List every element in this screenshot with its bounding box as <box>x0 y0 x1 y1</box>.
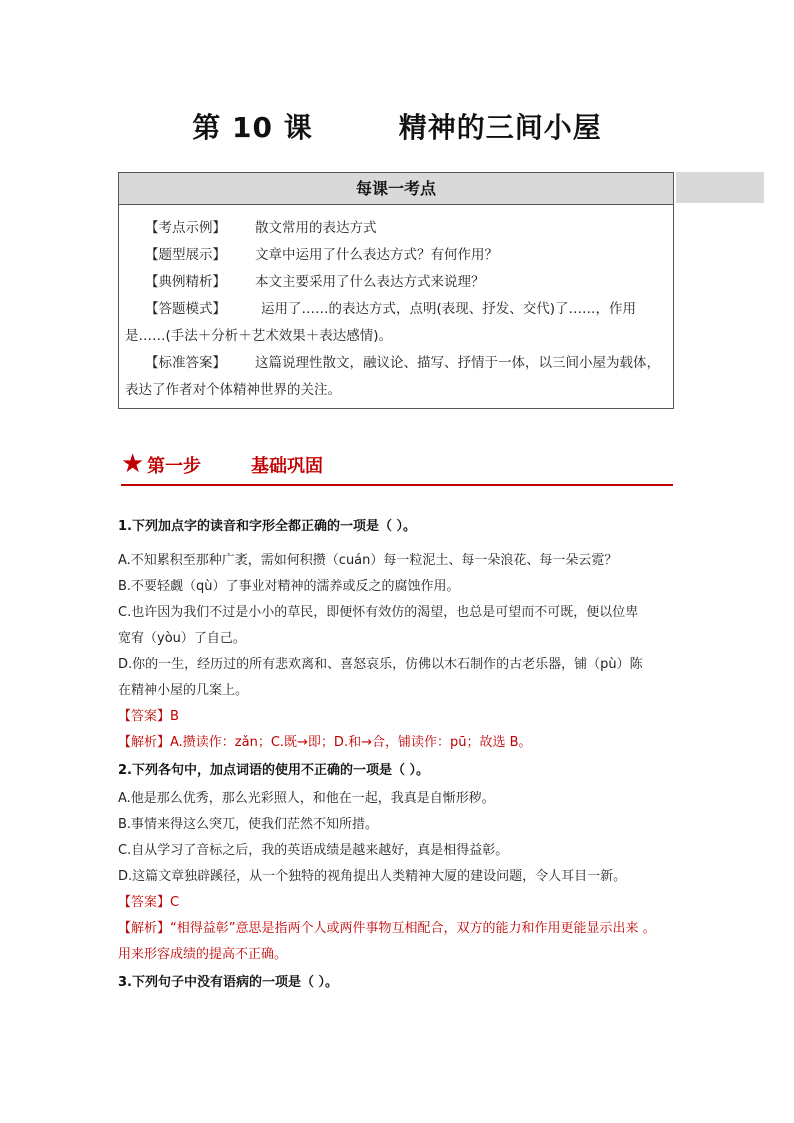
question-option: C.也许因为我们不过是小小的草民，即便怀有效仿的渴望，也总是可望而不可既，便以位卑 <box>118 605 639 620</box>
kaodian-body <box>119 205 673 404</box>
questions-content <box>118 512 678 998</box>
kaodian-text: 文章中运用了什么表达方式？有何作用？ <box>255 247 498 263</box>
question-option: 宽宥（yòu）了自己。 <box>118 631 246 646</box>
kaodian-text: 这篇说理性散文，融议论、描写、抒情于一体，以三间小屋为载体， <box>255 355 660 371</box>
kaodian-text: 运用了……的表达方式，点明(表现、抒发、交代)了……，作用 <box>261 301 637 317</box>
section-name: 基础巩固 <box>251 456 323 477</box>
kaodian-tag: 【答题模式】 <box>145 301 226 317</box>
question-stem: 3.下列句子中没有语病的一项是（ ）。 <box>118 975 339 990</box>
kaodian-box <box>118 172 674 409</box>
page-title: 第 10 课 精神的三间小屋 <box>192 111 602 144</box>
kaodian-header: 每课一考点 <box>119 173 673 205</box>
kaodian-text: 本文主要采用了什么表达方式来说理？ <box>255 274 485 290</box>
question-option: A.他是那么优秀，那么光彩照人，和他在一起，我真是自惭形秽。 <box>118 791 495 806</box>
kaodian-row-pattern <box>125 296 667 323</box>
kaodian-tag: 【考点示例】 <box>145 220 226 236</box>
section-step: 第一步 <box>147 456 201 477</box>
kaodian-row-type <box>125 242 667 269</box>
answer-label: 【答案】B <box>118 709 179 724</box>
question-option: D.你的一生，经历过的所有悲欢离和、喜怒哀乐，仿佛以木石制作的古老乐器，铺（pù）陈 <box>118 657 643 672</box>
kaodian-tag: 【标准答案】 <box>145 355 226 371</box>
kaodian-row-example <box>125 215 667 242</box>
question-option: D.这篇文章独辟蹊径，从一个独特的视角提出人类精神大厦的建设问题，令人耳目一新。 <box>118 869 627 884</box>
kaodian-row-pattern-cont: 是……(手法＋分析＋艺术效果＋表达感情)。 <box>125 328 393 344</box>
kaodian-tag: 【典例精析】 <box>145 274 226 290</box>
analysis-label-cont: 用来形容成绩的提高不正确。 <box>118 947 288 962</box>
question-option: A.不知累积至那种广袤，需如何积攒（cuán）每一粒泥土、每一朵浪花、每一朵云霓？ <box>118 553 618 568</box>
kaodian-row-analysis <box>125 269 667 296</box>
star-icon: ★ <box>121 449 145 479</box>
header-band-extension <box>676 172 764 203</box>
analysis-label: 【解析】A.攒读作：zǎn；C.既→即；D.和→合，铺读作：pū；故选 B。 <box>118 735 532 750</box>
kaodian-row-answer-cont: 表达了作者对个体精神世界的关注。 <box>125 382 341 398</box>
kaodian-text: 散文常用的表达方式 <box>255 220 377 236</box>
question-stem: 1.下列加点字的读音和字形全都正确的一项是（ ）。 <box>118 519 417 534</box>
kaodian-row-answer <box>125 350 667 377</box>
question-stem: 2.下列各句中，加点词语的使用不正确的一项是（ ）。 <box>118 763 430 778</box>
answer-label: 【答案】C <box>118 895 180 910</box>
kaodian-tag: 【题型展示】 <box>145 247 226 263</box>
question-option: B.事情来得这么突兀，使我们茫然不知所措。 <box>118 817 379 832</box>
question-option: 在精神小屋的几案上。 <box>118 683 249 698</box>
analysis-label: 【解析】“相得益彰”意思是指两个人或两件事物互相配合，双方的能力和作用更能显示出来 。 <box>118 921 656 936</box>
section-heading <box>121 448 673 486</box>
question-option: C.自从学习了音标之后，我的英语成绩是越来越好，真是相得益彰。 <box>118 843 509 858</box>
question-option: B.不要轻觑（qù）了事业对精神的濡养或反之的腐蚀作用。 <box>118 579 460 594</box>
